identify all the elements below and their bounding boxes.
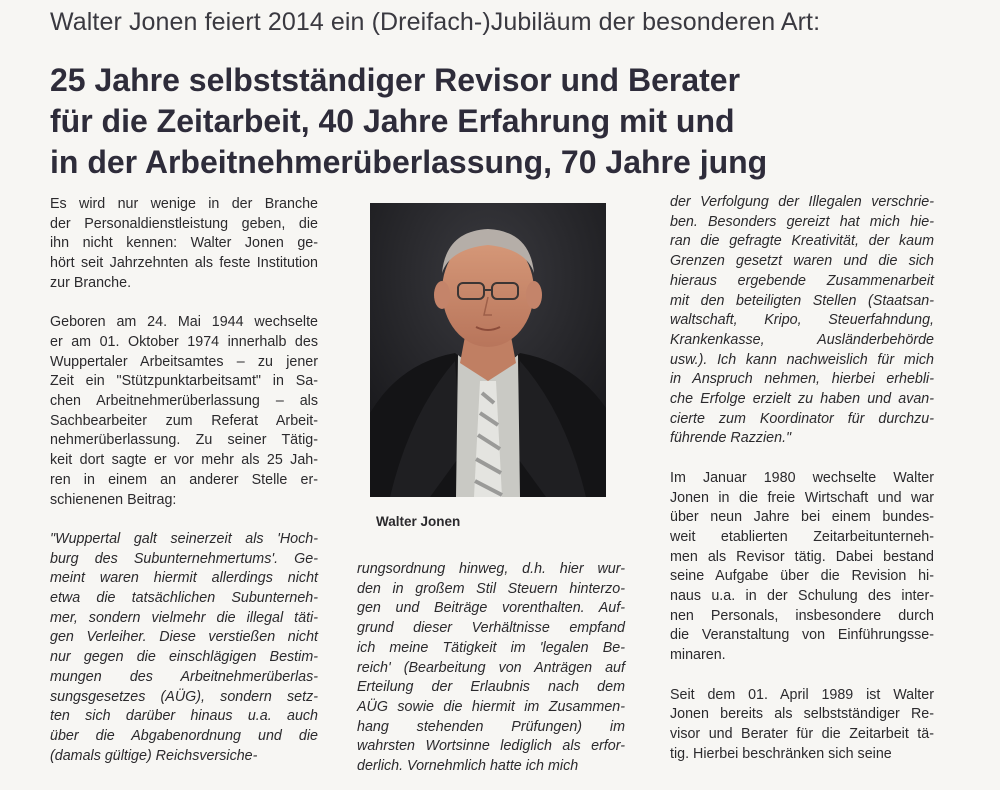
text-line: in Anspruch nehmen, hierbei erhebli- <box>670 371 934 388</box>
text-line: weit etablierten Zeitarbeitunterneh- <box>670 528 934 545</box>
paragraph <box>50 313 318 510</box>
text-line: Erteilung der Erlaubnis nach dem <box>357 679 625 696</box>
text-line: sungsgesetzes (AÜG), sondern setz- <box>50 688 318 705</box>
text-line: zur Branche. <box>50 274 132 291</box>
text-line: visor und Berater für die Zeitarbeit tä- <box>670 725 934 742</box>
text-line: minaren. <box>670 647 726 664</box>
text-line: Im Januar 1980 wechselte Walter <box>670 469 934 486</box>
text-line: über die Abgabenordnung und die <box>50 727 318 744</box>
text-line: der Verfolgung der Illegalen verschrie- <box>670 194 934 210</box>
text-line: derlich. Vornehmlich hatte ich mich <box>357 758 579 775</box>
text-line: führende Razzien." <box>670 430 792 447</box>
text-line: men als Revisor tätig. Dabei bestand <box>670 548 934 565</box>
text-line: tig. Hierbei beschränken sich seine <box>670 745 892 762</box>
text-line: Es wird nur wenige in der Branche <box>50 196 318 212</box>
text-line: nen Personals, insbesondere durch <box>670 607 934 624</box>
text-line: nehmerüberlassung. Zu seiner Tätig- <box>50 432 318 449</box>
text-line: "Wuppertal galt seinerzeit als 'Hoch- <box>50 530 318 547</box>
text-line: Krankenkasse, Ausländerbehörde <box>670 331 934 348</box>
text-line: cierte zum Koordinator für durchzu- <box>670 410 934 427</box>
text-line: chen Arbeitnehmerüberlassung – als <box>50 393 318 410</box>
article-headline <box>50 60 950 183</box>
text-line: (damals gültige) Reichsversiche- <box>50 747 258 764</box>
headline-line: in der Arbeitnehmerüberlassung, 70 Jahre jung <box>50 144 768 180</box>
text-line: usw.). Ich kann nachweislich für mich <box>670 351 934 368</box>
text-line: Jonen bereits als selbstständiger Re- <box>670 706 934 723</box>
headline-line: für die Zeitarbeit, 40 Jahre Erfahrung mit und <box>50 103 735 139</box>
text-line: reich' (Bearbeitung von Anträgen auf <box>357 659 625 676</box>
text-line: hang stehenden Prüfungen) im <box>357 718 625 735</box>
text-line: AÜG sowie die hiermit im Zusammen- <box>357 698 625 715</box>
text-line: den in großem Stil Steuern hinterzo- <box>357 580 625 597</box>
text-line: Sachbearbeiter zum Referat Arbeit- <box>50 412 318 429</box>
text-line: ben. Besonders gereizt hat mich hie- <box>670 213 934 230</box>
paragraph <box>50 195 318 294</box>
text-line: keit dort sagte er vor mehr als 25 Jah- <box>50 452 318 469</box>
text-line: wahrsten Wortsinne lediglich als erfor- <box>357 738 625 755</box>
article-column-2 <box>357 560 625 777</box>
text-line: mungen des Arbeitnehmerüberlas- <box>50 668 318 685</box>
paragraph <box>670 469 934 666</box>
text-line: rungsordnung hinweg, d.h. hier wur- <box>357 561 625 577</box>
text-line: che Erfolge erzielt zu haben und avan- <box>670 391 934 408</box>
text-line: der Personaldienstleistung geben, die <box>50 215 318 232</box>
quote-paragraph <box>50 530 318 766</box>
text-line: hört seit Jahrzehnten als feste Institution <box>50 255 318 272</box>
text-line: gen und Beiträge vorenthalten. Auf- <box>357 600 625 617</box>
text-line: ten sich darüber hinaus u.a. auch <box>50 708 318 725</box>
text-line: waltschaft, Kripo, Steuerfahndung, <box>670 312 934 329</box>
text-line: Zeit ein "Stützpunktarbeitsamt" in Sa- <box>50 373 318 390</box>
text-line: Jonen in die freie Wirtschaft und war <box>670 489 934 506</box>
text-line: schienenen Beitrag: <box>50 491 177 508</box>
text-line: naus u.a. in der Schulung des inter- <box>670 588 934 605</box>
text-line: hieraus ergebende Zusammenarbeit <box>670 272 934 289</box>
text-line: ich meine Tätigkeit im 'legalen Be- <box>357 639 625 656</box>
text-line: meint waren hiermit allerdings nicht <box>50 570 318 587</box>
text-line: burg des Subunternehmertums'. Ge- <box>50 550 318 567</box>
paragraph <box>670 686 934 765</box>
text-line: Seit dem 01. April 1989 ist Walter <box>670 686 934 703</box>
article-column-1 <box>50 195 318 766</box>
text-line: die Veranstaltung von Einführungsse- <box>670 627 934 644</box>
text-line: ren in einem an anderer Stelle er- <box>50 471 318 488</box>
text-line: er am 01. Oktober 1974 innerhalb des <box>50 333 318 350</box>
quote-paragraph <box>670 193 934 449</box>
article-kicker: Walter Jonen feiert 2014 ein (Dreifach-)Jubiläum der besonderen Art: <box>50 8 821 36</box>
text-line: seine Aufgabe über die Revision hi- <box>670 568 934 585</box>
text-line: ihn nicht kennen: Walter Jonen ge- <box>50 235 318 252</box>
headline-line: 25 Jahre selbstständiger Revisor und Berater <box>50 62 741 98</box>
text-line: Wuppertaler Arbeitsamtes – zu jener <box>50 353 318 370</box>
text-line: Geboren am 24. Mai 1944 wechselte <box>50 314 318 331</box>
article-column-3 <box>670 193 934 764</box>
portrait-photo <box>370 203 606 497</box>
text-line: über neun Jahre bei einem bundes- <box>670 509 934 526</box>
photo-caption: Walter Jonen <box>376 514 461 529</box>
text-line: mit den beteiligten Stellen (Staatsan- <box>670 292 934 309</box>
text-line: mer, sondern vielmehr die illegal täti- <box>50 609 318 626</box>
text-line: gen Verleiher. Diese verstießen nicht <box>50 629 318 646</box>
text-line: nur gegen die einschlägigen Bestim- <box>50 649 318 666</box>
quote-paragraph <box>357 560 625 777</box>
text-line: grund dieser Verhältnisse empfand <box>357 620 625 637</box>
text-line: Grenzen gesetzt waren und die sich <box>670 253 934 270</box>
text-line: ran die gefragte Kreativität, der kaum <box>670 233 934 250</box>
text-line: etwa die tatsächlichen Subunterneh- <box>50 590 318 607</box>
